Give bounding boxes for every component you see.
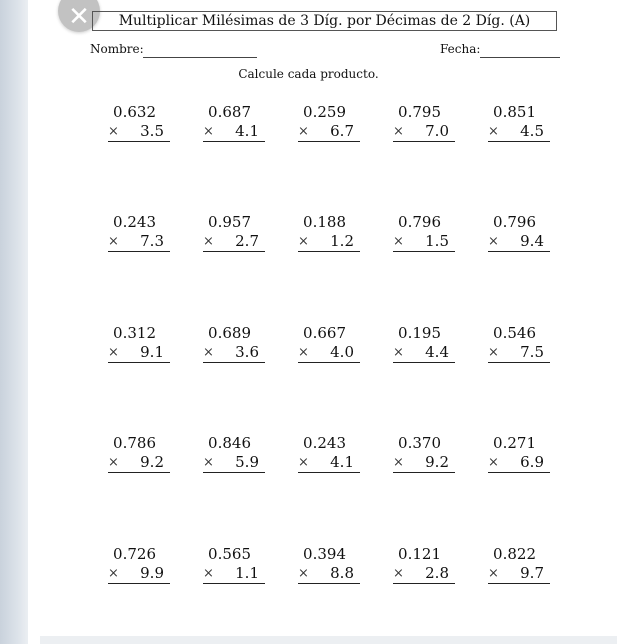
times-sign: × — [488, 566, 499, 581]
problem — [383, 103, 455, 142]
multiplier-line — [298, 343, 360, 363]
multiplier-line — [108, 122, 170, 142]
multiplicand: 0.957 — [208, 213, 251, 231]
multiplier-line — [108, 564, 170, 584]
multiplier: 1.2 — [330, 232, 354, 250]
multiplier: 9.9 — [140, 564, 164, 582]
multiplicand: 0.632 — [113, 103, 156, 121]
multiplicand: 0.726 — [113, 545, 156, 563]
problem — [98, 324, 170, 363]
multiplier: 4.5 — [520, 122, 544, 140]
times-sign: × — [203, 124, 214, 139]
multiplier: 3.5 — [140, 122, 164, 140]
date-label: Fecha: — [440, 42, 481, 56]
multiplicand: 0.312 — [113, 324, 156, 342]
multiplier-line — [203, 343, 265, 363]
multiplicand: 0.259 — [303, 103, 346, 121]
problem — [383, 213, 455, 252]
problem — [383, 324, 455, 363]
multiplier: 4.4 — [425, 343, 449, 361]
problem — [193, 103, 265, 142]
multiplier-line — [108, 343, 170, 363]
multiplicand: 0.243 — [303, 434, 346, 452]
multiplier-line — [203, 453, 265, 473]
times-sign: × — [298, 566, 309, 581]
multiplicand: 0.394 — [303, 545, 346, 563]
multiplicand: 0.195 — [398, 324, 441, 342]
multiplicand: 0.795 — [398, 103, 441, 121]
problem — [383, 434, 455, 473]
times-sign: × — [488, 234, 499, 249]
multiplier-line — [108, 453, 170, 473]
multiplier: 4.0 — [330, 343, 354, 361]
problem — [193, 213, 265, 252]
worksheet-title: Multiplicar Milésimas de 3 Díg. por Décimas de 2 Díg. (A) — [92, 11, 557, 31]
multiplicand: 0.667 — [303, 324, 346, 342]
times-sign: × — [393, 124, 404, 139]
multiplier-line — [298, 232, 360, 252]
problem — [288, 103, 360, 142]
problem — [193, 434, 265, 473]
multiplier: 2.7 — [235, 232, 259, 250]
problem — [193, 545, 265, 584]
problem — [478, 545, 550, 584]
problem — [98, 103, 170, 142]
multiplicand: 0.689 — [208, 324, 251, 342]
multiplicand: 0.822 — [493, 545, 536, 563]
multiplicand: 0.687 — [208, 103, 251, 121]
multiplicand: 0.846 — [208, 434, 251, 452]
background-left — [0, 0, 30, 644]
multiplier: 9.1 — [140, 343, 164, 361]
multiplier-line — [203, 232, 265, 252]
multiplier-line — [488, 453, 550, 473]
multiplier: 7.3 — [140, 232, 164, 250]
multiplier-line — [393, 453, 455, 473]
multiplier-line — [488, 564, 550, 584]
multiplicand: 0.370 — [398, 434, 441, 452]
multiplier: 7.0 — [425, 122, 449, 140]
multiplier: 9.2 — [425, 453, 449, 471]
multiplier: 4.1 — [235, 122, 259, 140]
times-sign: × — [298, 455, 309, 470]
multiplier: 7.5 — [520, 343, 544, 361]
problem — [478, 324, 550, 363]
multiplicand: 0.796 — [398, 213, 441, 231]
multiplier-line — [298, 122, 360, 142]
bottom-bar — [40, 636, 617, 644]
problem — [478, 213, 550, 252]
multiplier: 6.7 — [330, 122, 354, 140]
times-sign: × — [488, 345, 499, 360]
times-sign: × — [393, 234, 404, 249]
multiplier: 9.4 — [520, 232, 544, 250]
times-sign: × — [203, 566, 214, 581]
multiplier-line — [488, 232, 550, 252]
instructions: Calcule cada producto. — [238, 67, 379, 81]
problem — [478, 103, 550, 142]
times-sign: × — [488, 124, 499, 139]
multiplier-line — [203, 122, 265, 142]
problem — [383, 545, 455, 584]
problem — [98, 434, 170, 473]
times-sign: × — [298, 234, 309, 249]
times-sign: × — [393, 566, 404, 581]
times-sign: × — [203, 455, 214, 470]
times-sign: × — [298, 124, 309, 139]
date-field[interactable] — [480, 57, 560, 58]
multiplier-line — [108, 232, 170, 252]
multiplier: 1.5 — [425, 232, 449, 250]
multiplicand: 0.121 — [398, 545, 441, 563]
multiplicand: 0.796 — [493, 213, 536, 231]
times-sign: × — [108, 455, 119, 470]
problem — [193, 324, 265, 363]
times-sign: × — [488, 455, 499, 470]
multiplicand: 0.851 — [493, 103, 536, 121]
problem — [98, 213, 170, 252]
multiplier: 5.9 — [235, 453, 259, 471]
multiplier: 9.2 — [140, 453, 164, 471]
multiplicand: 0.271 — [493, 434, 536, 452]
times-sign: × — [203, 345, 214, 360]
multiplier-line — [488, 122, 550, 142]
times-sign: × — [393, 455, 404, 470]
multiplier: 3.6 — [235, 343, 259, 361]
multiplier-line — [298, 564, 360, 584]
times-sign: × — [393, 345, 404, 360]
problem — [288, 213, 360, 252]
name-field[interactable] — [143, 57, 257, 58]
problem — [288, 545, 360, 584]
times-sign: × — [203, 234, 214, 249]
close-icon: ✕ — [68, 2, 90, 32]
multiplicand: 0.243 — [113, 213, 156, 231]
multiplier: 6.9 — [520, 453, 544, 471]
multiplier: 8.8 — [330, 564, 354, 582]
multiplier-line — [298, 453, 360, 473]
multiplier-line — [393, 232, 455, 252]
problem — [288, 324, 360, 363]
name-label: Nombre: — [90, 42, 144, 56]
problem — [288, 434, 360, 473]
times-sign: × — [298, 345, 309, 360]
times-sign: × — [108, 345, 119, 360]
multiplicand: 0.188 — [303, 213, 346, 231]
multiplier-line — [203, 564, 265, 584]
multiplier: 4.1 — [330, 453, 354, 471]
problem — [478, 434, 550, 473]
multiplier-line — [393, 564, 455, 584]
multiplier-line — [488, 343, 550, 363]
times-sign: × — [108, 234, 119, 249]
multiplier: 1.1 — [235, 564, 259, 582]
multiplier-line — [393, 343, 455, 363]
multiplicand: 0.786 — [113, 434, 156, 452]
times-sign: × — [108, 566, 119, 581]
multiplicand: 0.565 — [208, 545, 251, 563]
multiplier: 2.8 — [425, 564, 449, 582]
problem — [98, 545, 170, 584]
multiplicand: 0.546 — [493, 324, 536, 342]
multiplier: 9.7 — [520, 564, 544, 582]
multiplier-line — [393, 122, 455, 142]
times-sign: × — [108, 124, 119, 139]
